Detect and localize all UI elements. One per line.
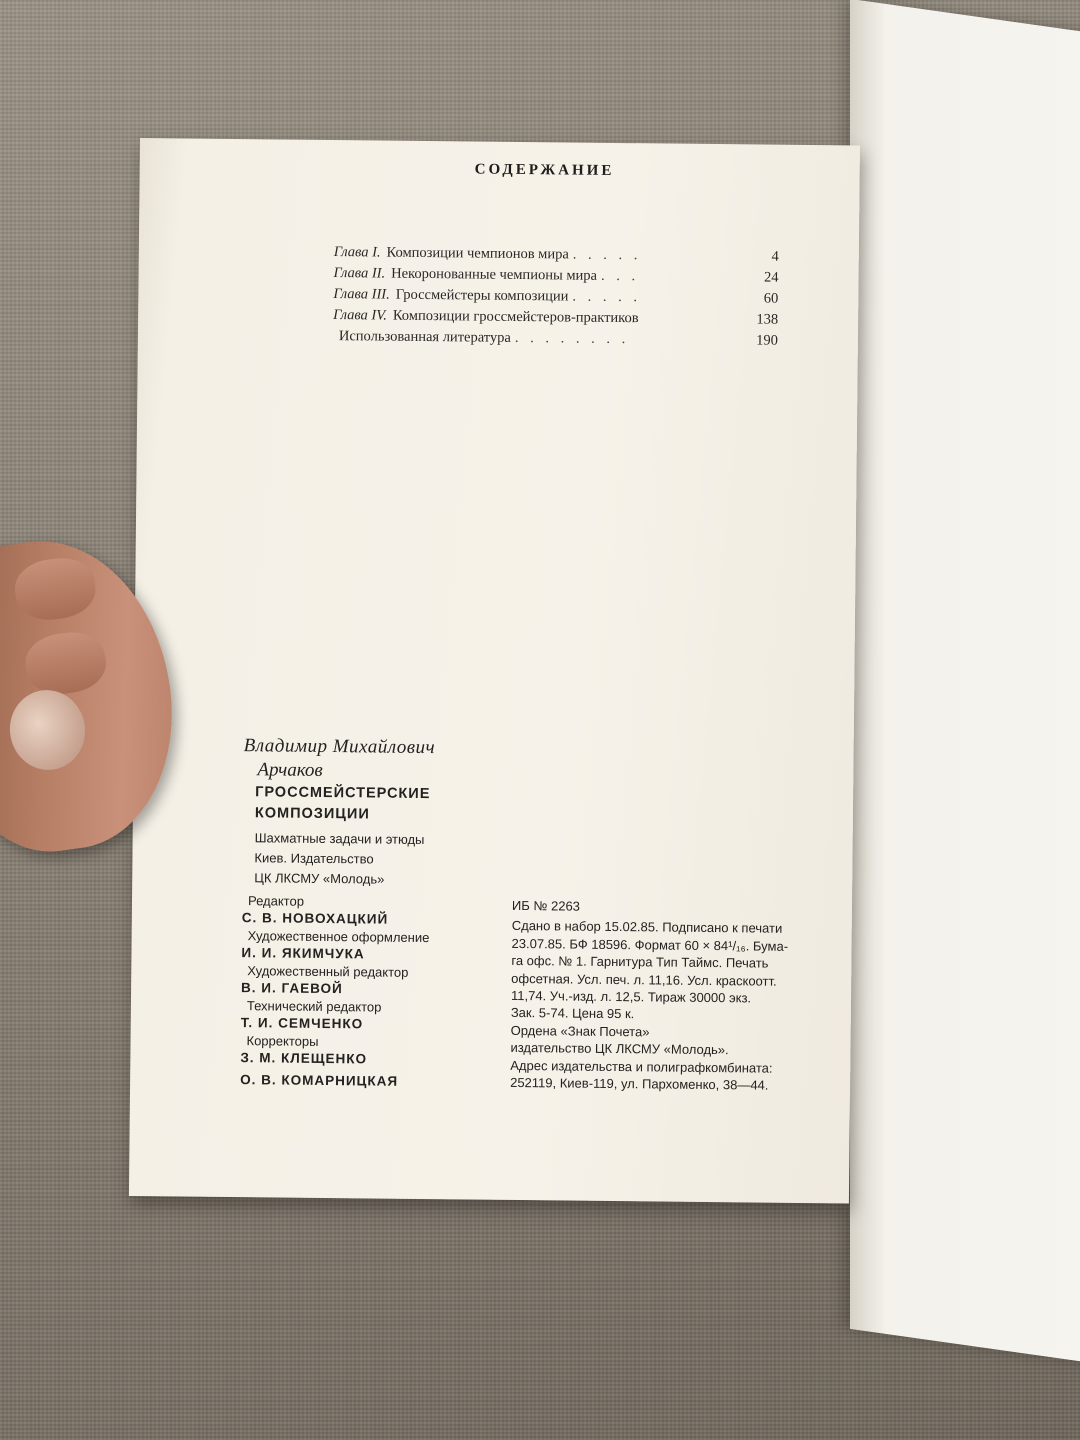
imprint-line: офсетная. Усл. печ. л. 11,16. Усл. краскоотт. bbox=[511, 970, 777, 989]
toc-page: 60 bbox=[763, 290, 779, 307]
publisher-line2: ЦК ЛКСМУ «Молодь» bbox=[254, 870, 385, 887]
toc-dots: . . . bbox=[600, 267, 640, 285]
credit-role: Редактор bbox=[247, 893, 305, 909]
credit-role: Технический редактор bbox=[246, 998, 382, 1015]
credit-role: Художественный редактор bbox=[247, 963, 409, 980]
colophon bbox=[240, 734, 435, 1091]
imprint-line: 11,74. Уч.-изд. л. 12,5. Тираж 30000 экз. bbox=[510, 987, 752, 1006]
toc-dots: . . . . . bbox=[572, 246, 642, 264]
toc-chapter: Глава IV. bbox=[333, 307, 387, 324]
toc-chapter: Глава II. bbox=[333, 265, 386, 282]
credit-name: О. В. КОМАРНИЦКАЯ bbox=[240, 1072, 399, 1089]
imprint-line: ИБ № 2263 bbox=[511, 897, 581, 914]
toc-page: 24 bbox=[763, 269, 779, 286]
toc-title: Композиции чемпионов мира bbox=[386, 244, 569, 263]
imprint-line: Зак. 5-74. Цена 95 к. bbox=[510, 1005, 635, 1022]
credit-name: С. В. НОВОХАЦКИЙ bbox=[241, 910, 389, 927]
imprint-line: га офс. № 1. Гарнитура Тип Таймс. Печать bbox=[511, 953, 769, 971]
credits bbox=[240, 892, 434, 1091]
credit-name: В. И. ГАЕВОЙ bbox=[241, 980, 343, 997]
imprint-line: Адрес издательства и полиграфкомбината: bbox=[510, 1057, 773, 1076]
imprint bbox=[510, 897, 842, 1095]
imprint-line: издательство ЦК ЛКСМУ «Молодь». bbox=[510, 1040, 729, 1058]
toc-dots: . . . . . bbox=[572, 288, 642, 306]
credit-name: Т. И. СЕМЧЕНКО bbox=[240, 1015, 364, 1032]
toc-chapter: Глава III. bbox=[333, 286, 390, 303]
contents-heading: СОДЕРЖАНИЕ bbox=[474, 161, 615, 179]
toc-page: 4 bbox=[771, 248, 779, 265]
toc-chapter: Глава I. bbox=[333, 244, 381, 261]
finger bbox=[11, 554, 99, 625]
book-title-line2: КОМПОЗИЦИИ bbox=[254, 805, 370, 823]
toc-title: Гроссмейстеры композиции bbox=[395, 286, 569, 305]
toc-dots: . . . . . . . . bbox=[514, 329, 630, 348]
book-subtitle: Шахматные задачи и этюды bbox=[254, 830, 425, 848]
toc-title: Использованная литература bbox=[338, 328, 511, 346]
toc-page: 190 bbox=[756, 332, 778, 349]
book-title: ГРОССМЕЙСТЕРСКИЕ bbox=[255, 784, 431, 803]
table-of-contents bbox=[333, 244, 779, 354]
facing-page bbox=[850, 0, 1080, 1371]
toc-title: Композиции гроссмейстеров-практиков bbox=[392, 307, 639, 327]
toc-dots bbox=[643, 322, 740, 323]
book-page bbox=[129, 138, 860, 1203]
toc-entry bbox=[333, 328, 778, 354]
finger bbox=[22, 628, 110, 699]
author-name: Владимир Михайлович bbox=[243, 735, 436, 759]
credit-name: З. М. КЛЕЩЕНКО bbox=[240, 1050, 368, 1067]
imprint-line: 252119, Киев-119, ул. Пархоменко, 38—44. bbox=[510, 1074, 769, 1093]
credit-role: Корректоры bbox=[246, 1033, 319, 1049]
imprint-line: Сдано в набор 15.02.85. Подписано к печати bbox=[511, 918, 783, 937]
toc-page: 138 bbox=[756, 311, 779, 328]
toc-title: Некоронованные чемпионы мира bbox=[391, 265, 598, 284]
publisher: Киев. Издательство bbox=[254, 850, 374, 867]
imprint-line: Ордена «Знак Почета» bbox=[510, 1022, 650, 1040]
credit-role: Художественное оформление bbox=[247, 928, 430, 946]
imprint-line: 23.07.85. БФ 18596. Формат 60 × 84¹/₁₆. Бума- bbox=[511, 935, 789, 954]
credit-name: И. И. ЯКИМЧУКА bbox=[241, 945, 365, 962]
author-surname: Арчаков bbox=[257, 759, 323, 781]
